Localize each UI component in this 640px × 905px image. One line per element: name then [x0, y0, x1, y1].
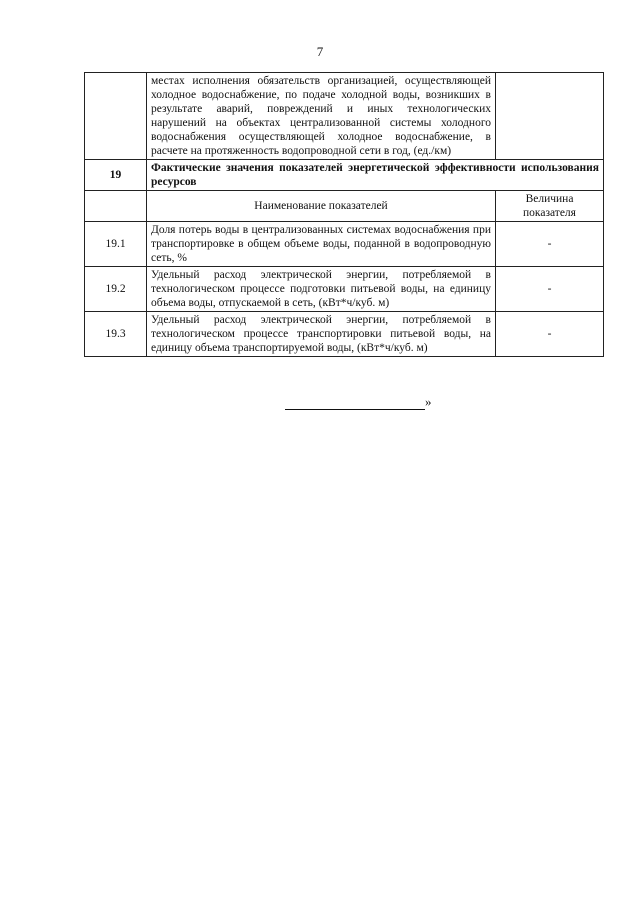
page-number: 7 — [316, 44, 324, 59]
table-row — [85, 222, 604, 267]
table-row — [85, 312, 604, 357]
row-number: 19.3 — [85, 312, 147, 357]
row-value: - — [496, 267, 604, 312]
section-title: Фактические значения показателей энергетической эффективности использования ресурсов — [147, 160, 604, 191]
row-text: Доля потерь воды в централизованных системах водоснабжения при транспортировке в общем объеме воды, поданной в водопроводную сеть, % — [147, 222, 496, 267]
indicators-table — [84, 72, 604, 357]
header-value: Величина показателя — [496, 191, 604, 222]
header-number — [85, 191, 147, 222]
section-number: 19 — [85, 160, 147, 191]
end-of-document-mark — [285, 394, 432, 410]
header-name: Наименование показателей — [147, 191, 496, 222]
row-text: Удельный расход электрической энергии, потребляемой в технологическом процессе транспортировки питьевой воды, на единицу объема транспортируемой воды, (кВт*ч/куб. м) — [147, 312, 496, 357]
table-header-row — [85, 191, 604, 222]
row-value: - — [496, 312, 604, 357]
row-value — [496, 73, 604, 160]
table-row-continued — [85, 73, 604, 160]
closing-quote: » — [425, 394, 432, 409]
row-number: 19.1 — [85, 222, 147, 267]
row-number: 19.2 — [85, 267, 147, 312]
table-row — [85, 267, 604, 312]
section-row — [85, 160, 604, 191]
row-value: - — [496, 222, 604, 267]
row-text: местах исполнения обязательств организацией, осуществляющей холодное водоснабжение, по подаче холодной воды, возникших в результате аварий, повреждений и иных технологических нарушений на объектах централизованной системы холодного водоснабжения осуществляющей холодное водоснабжение, в расчете на протяженность водопроводной сети в год, (ед./км) — [147, 73, 496, 160]
row-text: Удельный расход электрической энергии, потребляемой в технологическом процессе подготовки питьевой воды, на единицу объема воды, отпускаемой в сеть, (кВт*ч/куб. м) — [147, 267, 496, 312]
end-line — [285, 397, 425, 410]
row-number — [85, 73, 147, 160]
